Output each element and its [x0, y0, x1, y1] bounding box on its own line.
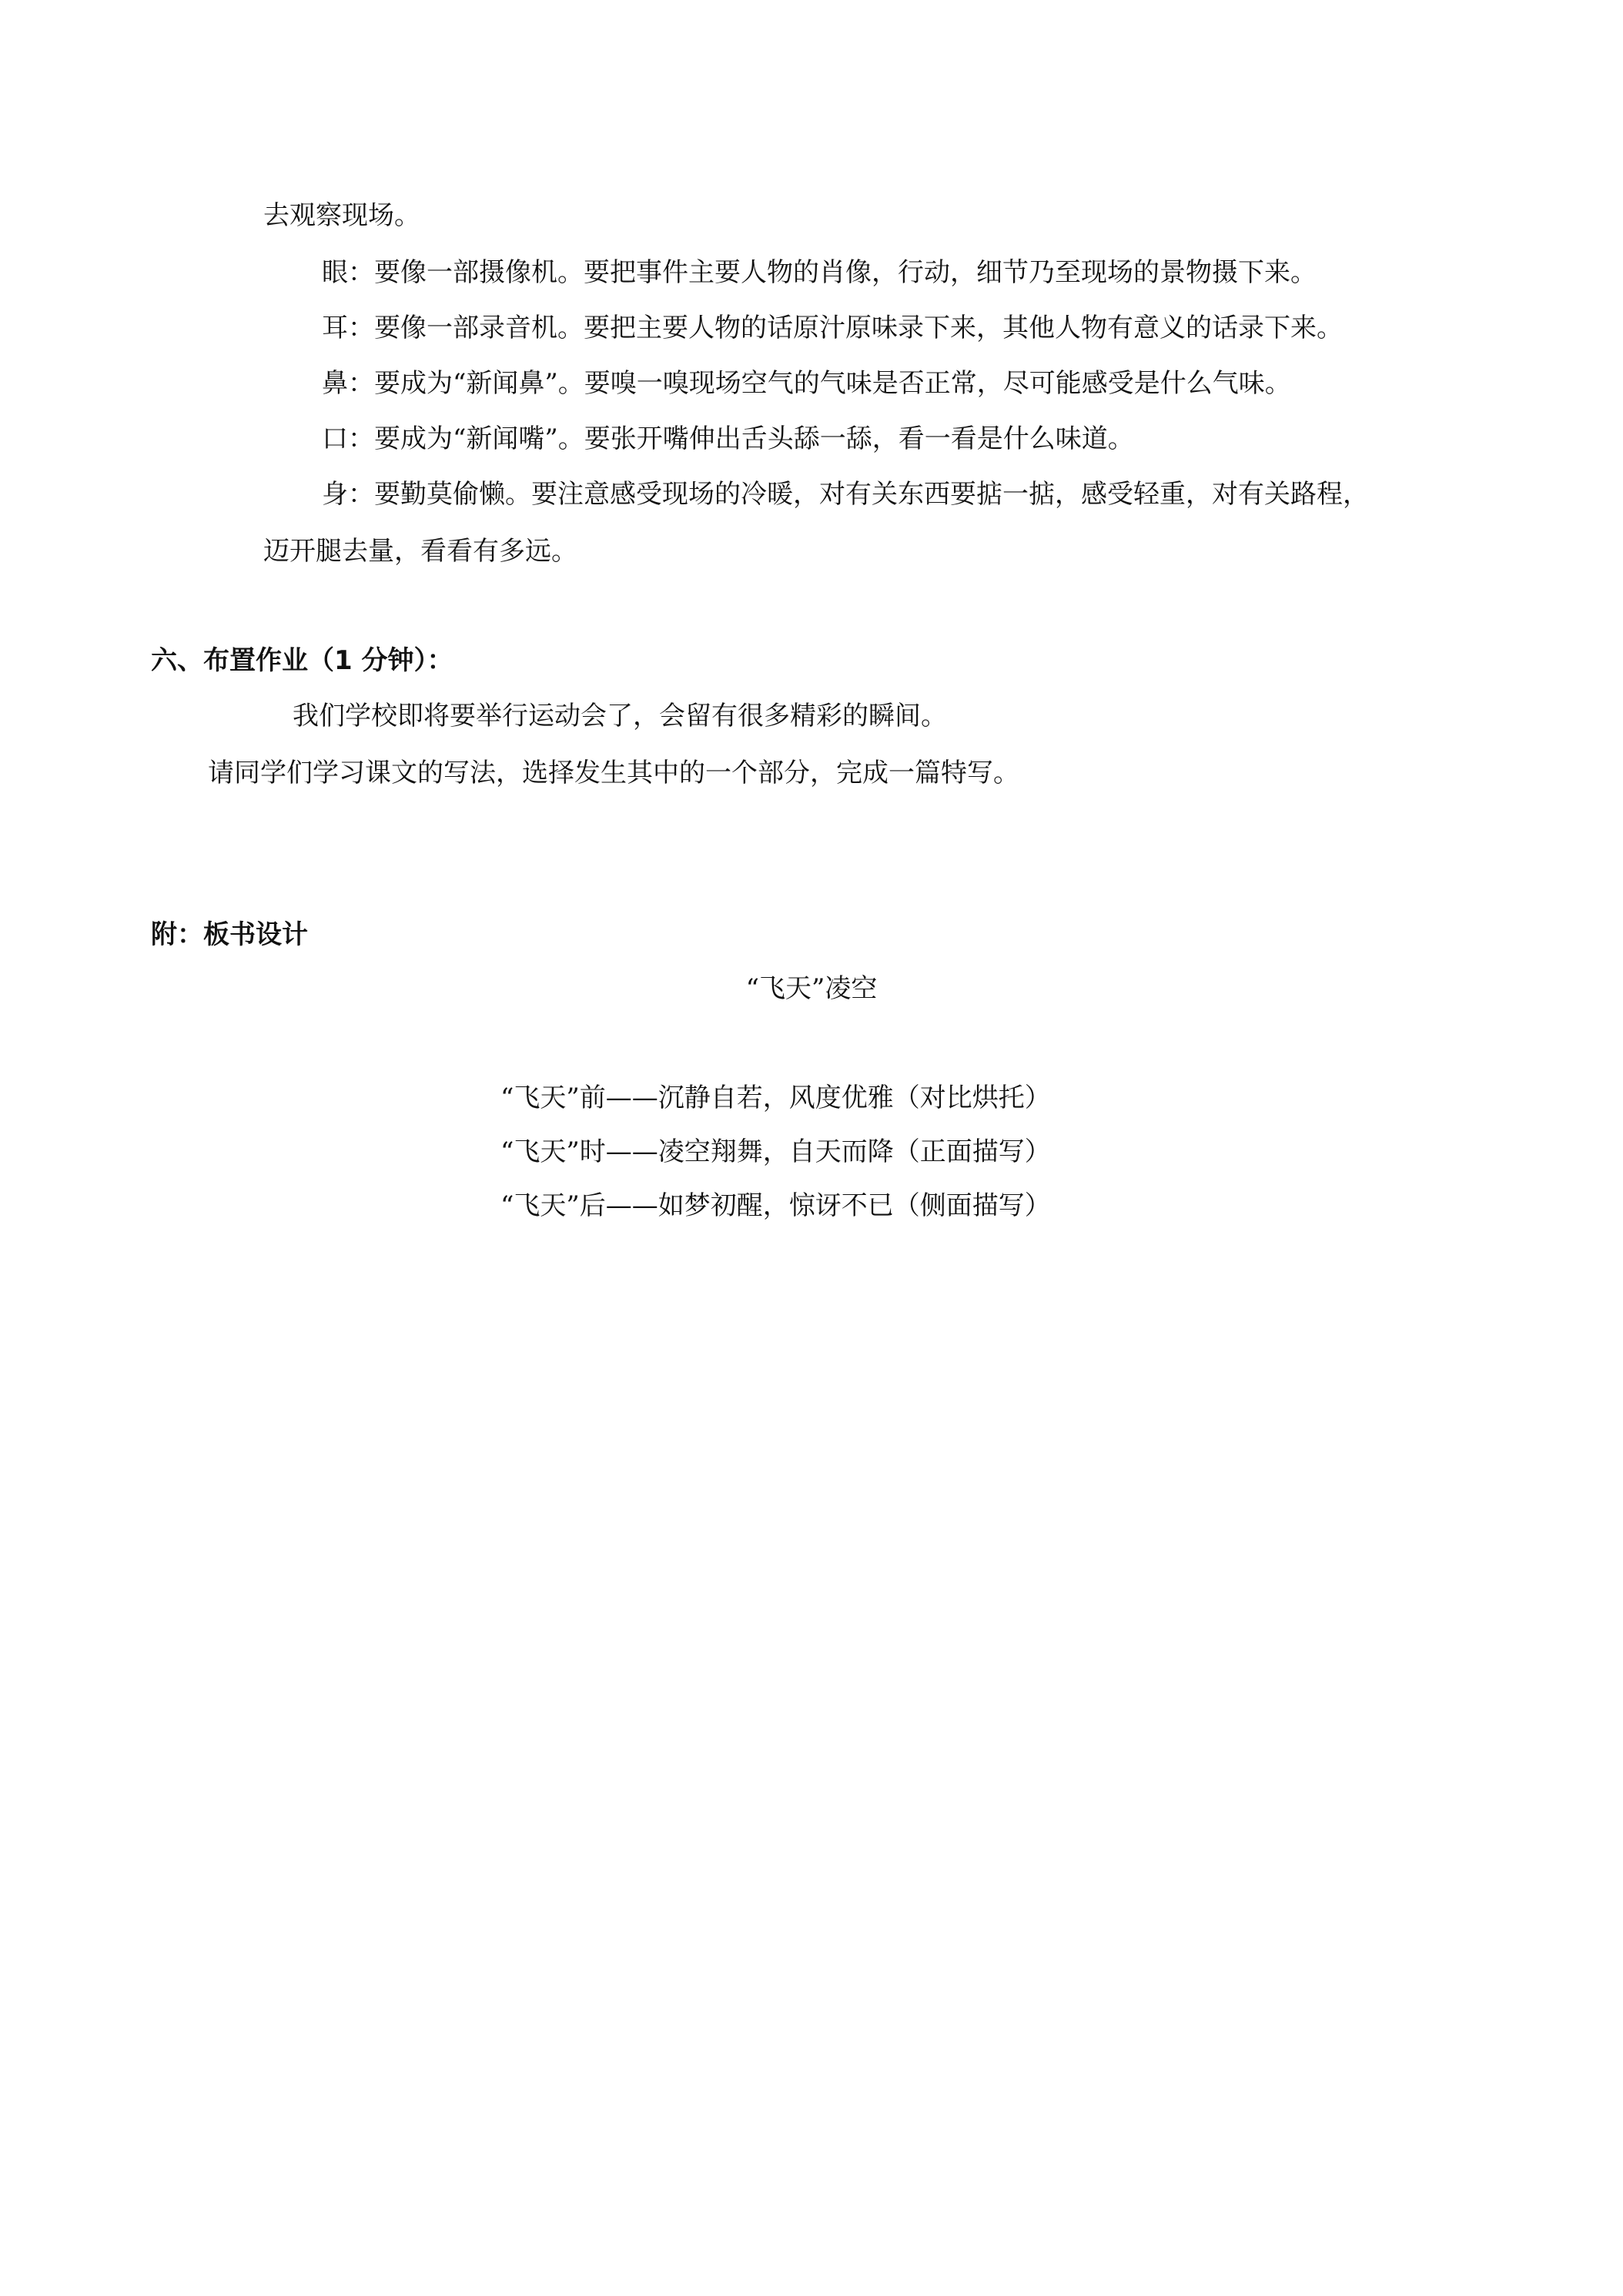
sense-nose-line: 鼻：要成为“新闻鼻”。要嗅一嗅现场空气的气味是否正常，尽可能感受是什么气味。	[322, 368, 1291, 399]
sense-eye-line: 眼：要像一部摄像机。要把事件主要人物的肖像，行动，细节乃至现场的景物摄下来。	[322, 257, 1317, 288]
board-design-item-3: “飞天”后——如梦初醒，惊讶不已（侧面描写）	[500, 1190, 1051, 1221]
intro-line: 去观察现场。	[263, 200, 420, 231]
board-design-title: “飞天”凌空	[745, 973, 878, 1004]
board-design-heading: 附：板书设计	[151, 919, 308, 950]
sense-ear-line: 耳：要像一部录音机。要把主要人物的话原汁原味录下来，其他人物有意义的话录下来。	[322, 313, 1343, 343]
sense-body-wrap-line: 迈开腿去量，看看有多远。	[263, 536, 577, 567]
sense-body-line: 身：要勤莫偷懒。要注意感受现场的冷暖，对有关东西要掂一掂，感受轻重，对有关路程，	[322, 479, 1369, 510]
board-design-item-2: “飞天”时——凌空翔舞，自天而降（正面描写）	[500, 1136, 1051, 1167]
homework-heading: 六、布置作业（1 分钟）：	[151, 645, 453, 676]
board-design-item-1: “飞天”前——沉静自若，风度优雅（对比烘托）	[500, 1083, 1051, 1113]
sense-mouth-line: 口：要成为“新闻嘴”。要张开嘴伸出舌头舔一舔，看一看是什么味道。	[322, 423, 1134, 454]
homework-line-1: 我们学校即将要举行运动会了，会留有很多精彩的瞬间。	[293, 701, 947, 731]
homework-line-2: 请同学们学习课文的写法，选择发生其中的一个部分，完成一篇特写。	[208, 758, 1019, 788]
